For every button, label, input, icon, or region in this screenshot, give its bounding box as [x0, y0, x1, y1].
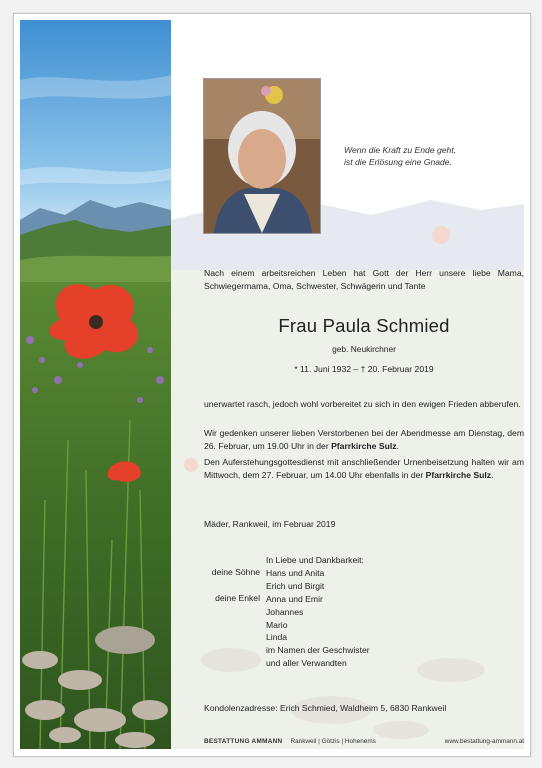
obituary-card	[13, 13, 531, 757]
condolence-address: Kondolenzadresse: Erich Schmied, Waldheim 5, 6830 Rankweil	[204, 703, 447, 713]
mourner: Hans und Anita	[266, 567, 325, 578]
mourner: im Namen der Geschwister	[266, 645, 370, 656]
footer-locations: Rankweil | Götzis | Hohenems	[290, 738, 376, 745]
mass-text-body: Wir gedenken unserer lieben Verstorbenen bei der Abendmesse am Dienstag, dem 26. Februar, um 19.00 Uhr in der	[204, 428, 524, 451]
quote	[344, 144, 514, 168]
life-dates: * 11. Juni 1932 – † 20. Februar 2019	[294, 364, 434, 374]
thanks-heading: In Liebe und Dankbarkeit:	[266, 555, 364, 565]
mourners-list	[266, 554, 370, 670]
burial-text-body: Den Auferstehungsgottesdienst mit anschließender Urnenbeisetzung halten wir am Mittwoch, dem 27. Februar, um 14.00 Uhr ebenfalls in der	[204, 457, 524, 480]
birth-name: geb. Neukirchner	[332, 344, 396, 354]
footer-brand: BESTATTUNG AMMANN	[204, 738, 283, 745]
burial-text-end: .	[491, 470, 494, 480]
footer	[204, 738, 524, 745]
deceased-name: Frau Paula Schmied	[278, 315, 450, 336]
intro-text: Nach einem arbeitsreichen Leben hat Gott der Herr unsere liebe Mama, Schwiegermama, Oma, Schwester, Schwägerin und Tante	[204, 268, 524, 291]
mourner: und aller Verwandten	[266, 658, 347, 669]
mass-church: Pfarrkirche Sulz	[331, 441, 397, 451]
mourner: Linda	[266, 632, 288, 643]
burial-text	[204, 456, 524, 482]
relation-grandchildren: deine Enkel	[215, 593, 260, 603]
mass-text	[204, 427, 524, 453]
landscape-image	[20, 20, 171, 749]
portrait-photo	[203, 78, 321, 234]
mass-text-end: .	[396, 441, 399, 451]
mourner: Johannes	[266, 606, 304, 617]
place-date: Mäder, Rankweil, im Februar 2019	[204, 519, 336, 529]
passing-text: unerwartet rasch, jedoch wohl vorbereitet zu sich in den ewigen Frieden abberufen.	[204, 399, 521, 409]
footer-website-link[interactable]: www.bestattung-ammann.at	[444, 738, 524, 745]
mourner: Anna und Emir	[266, 593, 323, 604]
portrait-illustration	[204, 79, 320, 233]
burial-church: Pfarrkirche Sulz	[425, 470, 492, 480]
quote-line-2: ist die Erlösung eine Gnade.	[344, 157, 452, 167]
relation-sons: deine Söhne	[211, 567, 260, 577]
poppy-meadow-illustration	[20, 20, 171, 749]
mourner: Erich und Birgit	[266, 580, 325, 591]
mourner: Mario	[266, 619, 288, 630]
quote-line-1: Wenn die Kraft zu Ende geht,	[344, 145, 457, 155]
